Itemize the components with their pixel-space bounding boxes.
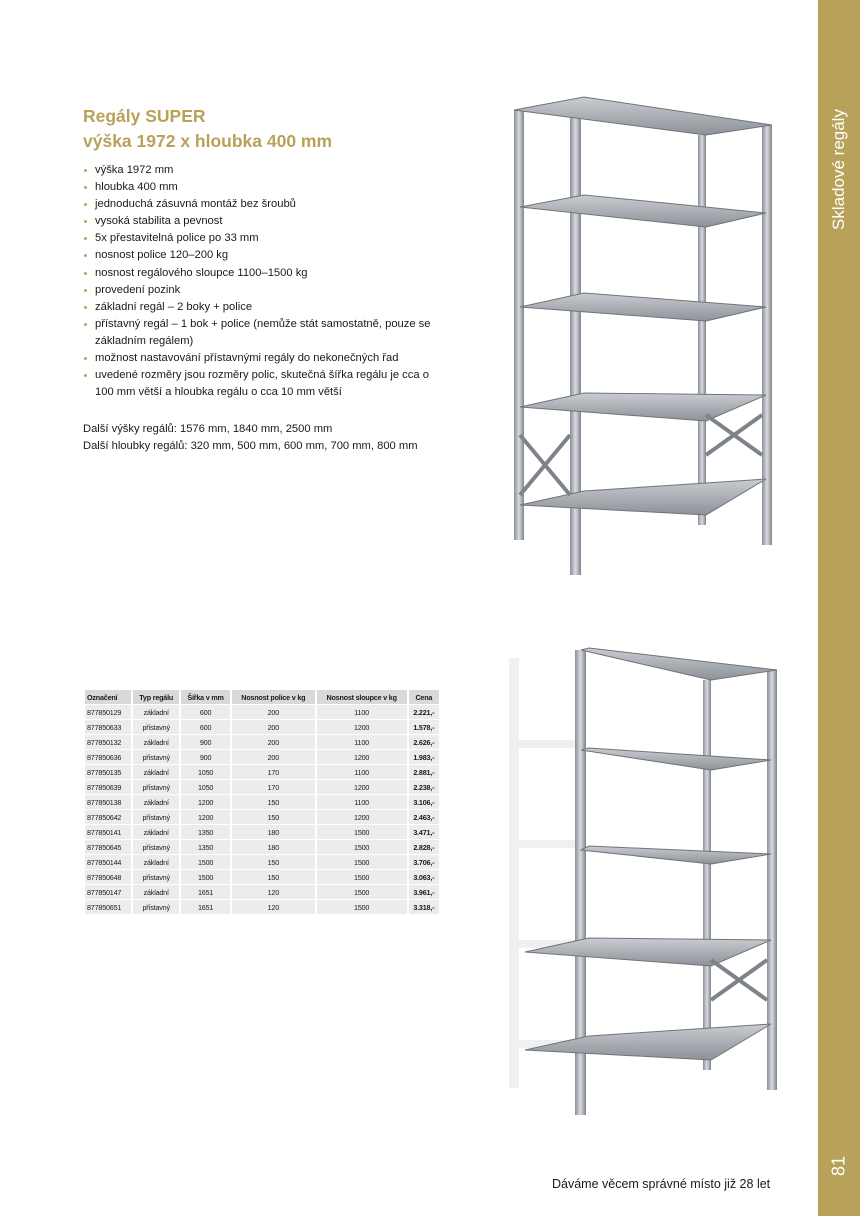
cell-shelf-load: 200 <box>232 720 315 734</box>
cell-price: 3.471,- <box>409 825 439 839</box>
feature-item: vysoká stabilita a pevnost <box>83 213 443 230</box>
cell-shelf-load: 170 <box>232 765 315 779</box>
cell-price: 3.706,- <box>409 855 439 869</box>
cell-width: 1500 <box>181 870 230 884</box>
feature-list <box>83 162 443 401</box>
table-row <box>85 900 439 914</box>
other-depths: Další hloubky regálů: 320 mm, 500 mm, 600 mm, 700 mm, 800 mm <box>83 440 418 452</box>
cell-column-load: 1100 <box>317 705 407 719</box>
cell-price: 2.463,- <box>409 810 439 824</box>
cell-code: 877850651 <box>85 900 131 914</box>
cell-price: 2.221,- <box>409 705 439 719</box>
feature-item: provedení pozink <box>83 282 443 299</box>
cell-type: přístavný <box>133 720 179 734</box>
cell-column-load: 1200 <box>317 720 407 734</box>
cell-shelf-load: 170 <box>232 780 315 794</box>
table-row <box>85 855 439 869</box>
cell-code: 877850144 <box>85 855 131 869</box>
cell-code: 877850135 <box>85 765 131 779</box>
cell-shelf-load: 200 <box>232 750 315 764</box>
page-number: 81 <box>828 1155 849 1177</box>
feature-item: možnost nastavování přístavnými regály do nekonečných řad <box>83 350 443 367</box>
feature-item: přístavný regál – 1 bok + police (nemůže stát samostatně, pouze se základním regálem) <box>83 316 443 350</box>
cell-width: 1500 <box>181 855 230 869</box>
cell-shelf-load: 150 <box>232 795 315 809</box>
table-row <box>85 885 439 899</box>
cell-price: 3.063,- <box>409 870 439 884</box>
cell-width: 1050 <box>181 780 230 794</box>
col-header-shelf-load: Nosnost police v kg <box>232 690 315 704</box>
cell-type: přístavný <box>133 750 179 764</box>
cell-column-load: 1100 <box>317 735 407 749</box>
cell-code: 877850633 <box>85 720 131 734</box>
cell-price: 3.106,- <box>409 795 439 809</box>
cell-shelf-load: 150 <box>232 810 315 824</box>
cell-code: 877850138 <box>85 795 131 809</box>
cell-width: 1200 <box>181 795 230 809</box>
table-row <box>85 810 439 824</box>
table-row <box>85 795 439 809</box>
cell-column-load: 1100 <box>317 795 407 809</box>
cell-price: 3.318,- <box>409 900 439 914</box>
cell-code: 877850132 <box>85 735 131 749</box>
table-row <box>85 840 439 854</box>
cell-width: 600 <box>181 720 230 734</box>
cell-type: základní <box>133 825 179 839</box>
feature-item: hloubka 400 mm <box>83 179 443 196</box>
cell-type: základní <box>133 765 179 779</box>
cell-width: 1050 <box>181 765 230 779</box>
cell-code: 877850636 <box>85 750 131 764</box>
cell-column-load: 1200 <box>317 780 407 794</box>
cell-type: základní <box>133 885 179 899</box>
cell-shelf-load: 150 <box>232 855 315 869</box>
ghost-frame <box>509 658 577 1088</box>
cell-width: 1651 <box>181 900 230 914</box>
cell-price: 2.238,- <box>409 780 439 794</box>
title-line-1: Regály SUPER <box>83 106 206 126</box>
cell-column-load: 1500 <box>317 840 407 854</box>
cell-code: 877850642 <box>85 810 131 824</box>
other-dimensions <box>83 421 418 455</box>
shelf-frame <box>525 648 777 1115</box>
cell-width: 1200 <box>181 810 230 824</box>
cell-type: základní <box>133 705 179 719</box>
cell-width: 900 <box>181 735 230 749</box>
cell-price: 1.578,- <box>409 720 439 734</box>
cell-column-load: 1500 <box>317 885 407 899</box>
cell-shelf-load: 200 <box>232 705 315 719</box>
cell-column-load: 1500 <box>317 855 407 869</box>
table-row <box>85 765 439 779</box>
cell-shelf-load: 150 <box>232 870 315 884</box>
footer-slogan: Dáváme věcem správné místo již 28 let <box>552 1177 771 1191</box>
col-header-width: Šířka v mm <box>181 690 230 704</box>
table-row <box>85 750 439 764</box>
cell-shelf-load: 120 <box>232 885 315 899</box>
feature-item: výška 1972 mm <box>83 162 443 179</box>
table-row <box>85 870 439 884</box>
section-label: Skladové regály <box>829 109 848 231</box>
feature-item: nosnost police 120–200 kg <box>83 247 443 264</box>
col-header-column-load: Nosnost sloupce v kg <box>317 690 407 704</box>
cell-column-load: 1500 <box>317 900 407 914</box>
cell-type: přístavný <box>133 780 179 794</box>
cell-price: 2.881,- <box>409 765 439 779</box>
shelf-basic-image <box>500 95 785 575</box>
shelf-frame <box>514 97 772 575</box>
cell-column-load: 1500 <box>317 870 407 884</box>
price-table <box>83 689 441 915</box>
cell-type: základní <box>133 855 179 869</box>
table-row <box>85 780 439 794</box>
cell-type: přístavný <box>133 840 179 854</box>
col-header-code: Označení <box>85 690 131 704</box>
cell-column-load: 1200 <box>317 810 407 824</box>
other-heights: Další výšky regálů: 1576 mm, 1840 mm, 2500 mm <box>83 423 333 435</box>
table-row <box>85 720 439 734</box>
page-title <box>83 104 332 154</box>
cell-column-load: 1200 <box>317 750 407 764</box>
cell-shelf-load: 180 <box>232 840 315 854</box>
cell-price: 3.961,- <box>409 885 439 899</box>
cell-price: 1.983,- <box>409 750 439 764</box>
cell-type: základní <box>133 735 179 749</box>
cell-code: 877850639 <box>85 780 131 794</box>
cell-code: 877850648 <box>85 870 131 884</box>
feature-item: nosnost regálového sloupce 1100–1500 kg <box>83 265 443 282</box>
feature-item: jednoduchá zásuvná montáž bez šroubů <box>83 196 443 213</box>
feature-item: uvedené rozměry jsou rozměry polic, skutečná šířka regálu je cca o 100 mm větší a hloubka regálu o cca 10 mm větší <box>83 367 443 401</box>
cell-shelf-load: 120 <box>232 900 315 914</box>
title-line-2: výška 1972 x hloubka 400 mm <box>83 131 333 151</box>
cell-width: 1350 <box>181 825 230 839</box>
feature-item: základní regál – 2 boky + police <box>83 299 443 316</box>
col-header-price: Cena <box>409 690 439 704</box>
cell-shelf-load: 200 <box>232 735 315 749</box>
table-row <box>85 735 439 749</box>
cell-type: přístavný <box>133 810 179 824</box>
cell-code: 877850141 <box>85 825 131 839</box>
cell-width: 1350 <box>181 840 230 854</box>
cell-price: 2.626,- <box>409 735 439 749</box>
cell-type: přístavný <box>133 900 179 914</box>
cell-width: 900 <box>181 750 230 764</box>
cell-code: 877850645 <box>85 840 131 854</box>
cell-column-load: 1100 <box>317 765 407 779</box>
cell-type: přístavný <box>133 870 179 884</box>
col-header-type: Typ regálu <box>133 690 179 704</box>
table-row <box>85 825 439 839</box>
table-header-row <box>85 690 439 704</box>
table-row <box>85 705 439 719</box>
shelf-addon-image <box>505 640 790 1120</box>
cell-shelf-load: 180 <box>232 825 315 839</box>
cell-price: 2.828,- <box>409 840 439 854</box>
cell-width: 600 <box>181 705 230 719</box>
cell-column-load: 1500 <box>317 825 407 839</box>
cell-width: 1651 <box>181 885 230 899</box>
feature-item: 5x přestavitelná police po 33 mm <box>83 230 443 247</box>
cell-code: 877850147 <box>85 885 131 899</box>
cell-code: 877850129 <box>85 705 131 719</box>
cell-type: základní <box>133 795 179 809</box>
